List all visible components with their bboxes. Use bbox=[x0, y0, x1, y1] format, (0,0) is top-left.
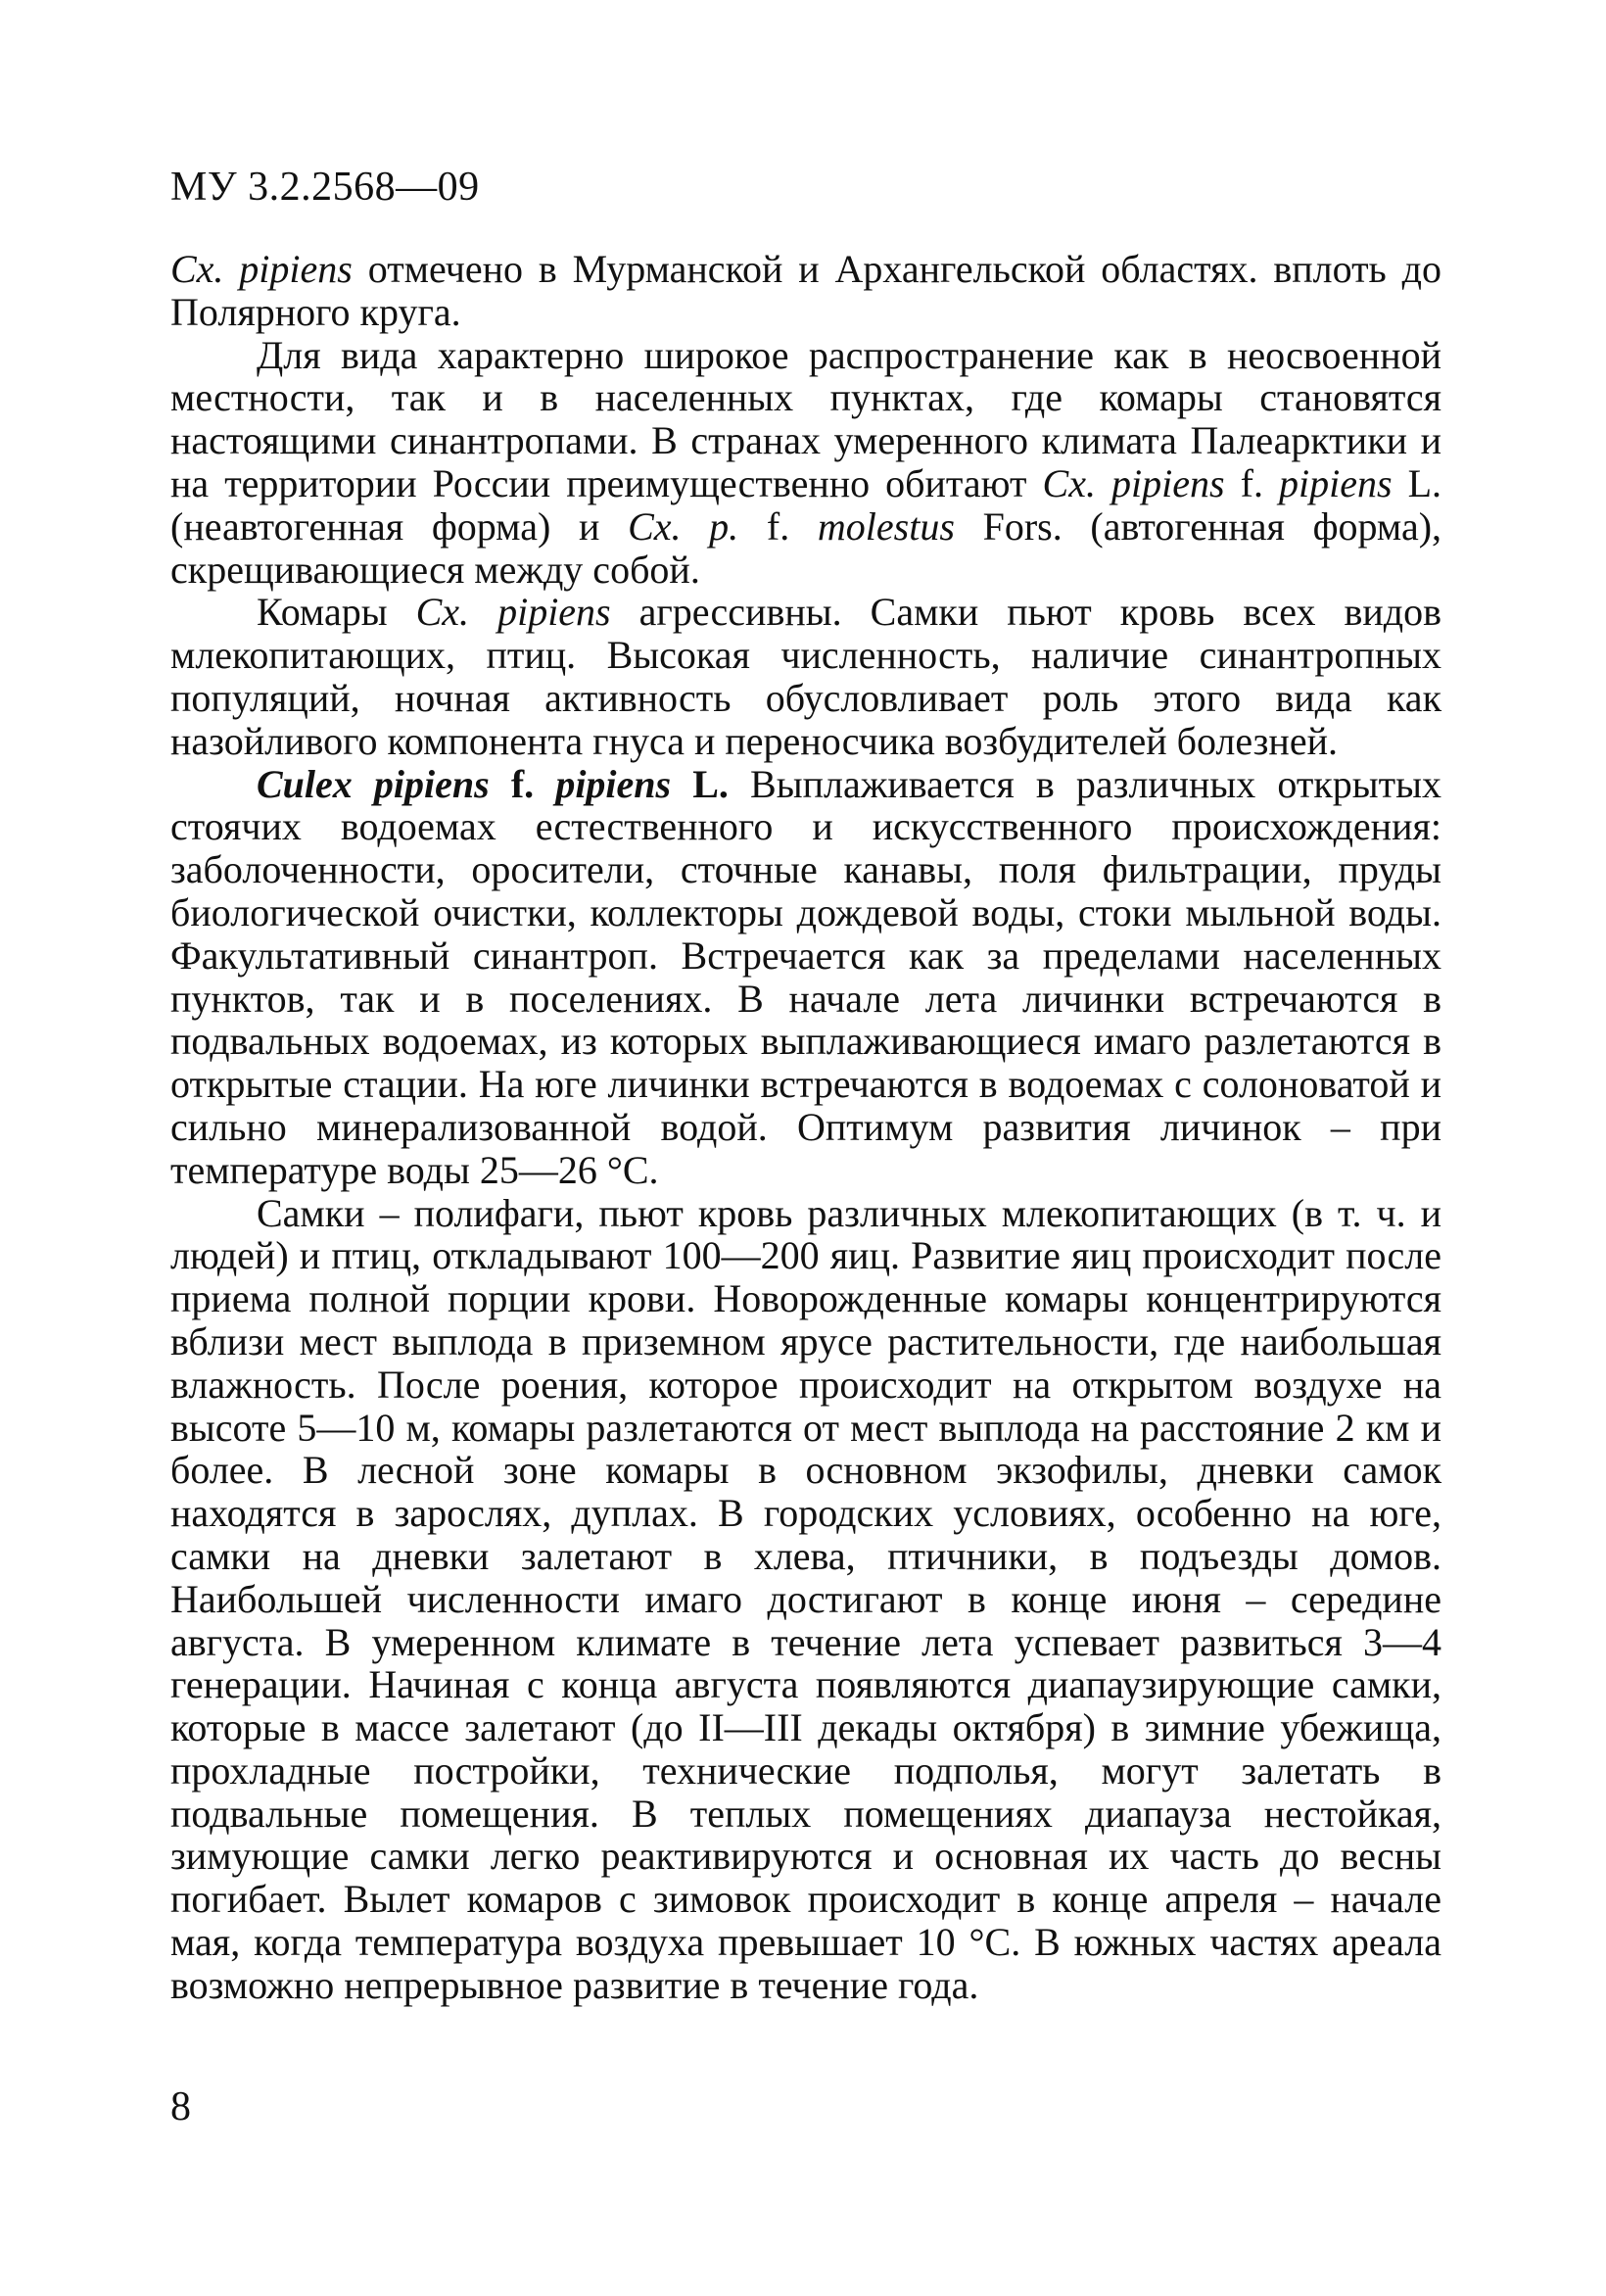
section-heading bbox=[257, 762, 729, 806]
paragraph-2 bbox=[170, 334, 1441, 592]
text-span: Самки – полифаги, пьют кровь различных млекопитающих (в т. ч. и людей) и птиц, откладывают 100—200 яиц. Развитие яиц происходит после приема полной порции крови. Новорожденные комары концентрируются вблизи мест выплода в приземном ярусе растительности, где наибольшая влажность. После роения, которое происходит на открытом воздухе на высоте 5—10 м, комары разлетаются от мест выплода на расстояние 2 км и более. В лесной зоне комары в основном экзофилы, дневки самок находятся в зарослях, дуплах. В городских условиях, особенно на юге, самки на дневки залетают в хлева, птичники, в подъезды домов. Наибольшей численности имаго достигают в конце июня – середине августа. В умеренном климате в течение лета успевает развиться 3—4 генерации. Начиная с конца августа появляются диапаузирующие самки, которые в массе залетают (до II—III декады октября) в зимние убежища, прохладные постройки, технические подполья, могут залетать в подвальные помещения. В теплых помещениях диапауза нестойкая, зимующие самки легко реактивируются и основная их часть до весны погибает. Вылет комаров с зимовок происходит в конце апреля – начале мая, когда температура воздуха превышает 10 °С. В южных частях ареала возможно непрерывное развитие в течение года. bbox=[170, 1190, 1441, 2007]
document-code-header: МУ 3.2.2568—09 bbox=[170, 165, 480, 210]
paragraph-4 bbox=[170, 763, 1441, 1192]
species-name: Cx. pipiens bbox=[170, 247, 353, 291]
species-name: Culex pipiens bbox=[257, 761, 490, 806]
page-number: 8 bbox=[170, 2084, 191, 2129]
paragraph-1 bbox=[170, 248, 1441, 334]
species-name: Cx. pipiens bbox=[1042, 460, 1225, 505]
species-name: Cx. p. bbox=[628, 503, 739, 549]
text-span: Fors. (автогенная форма), скрещивающиеся между собой. bbox=[170, 503, 1442, 592]
species-name: Cx. pipiens bbox=[415, 590, 611, 635]
text-span: L. bbox=[671, 761, 729, 806]
text-span: Комары bbox=[257, 590, 416, 635]
body-text bbox=[170, 248, 1441, 2007]
text-span: f. bbox=[489, 761, 556, 806]
species-name: molestus bbox=[817, 503, 955, 549]
text-span: отмечено в Мурманской и Архангельской областях. вплоть до Полярного круга. bbox=[170, 247, 1442, 334]
paragraph-5 bbox=[170, 1192, 1441, 2007]
species-name: pipiens bbox=[1278, 460, 1393, 505]
paragraph-3 bbox=[170, 591, 1441, 762]
text-span: агрессивны. Самки пьют кровь всех видов млекопитающих, птиц. Высокая численность, наличие синантропных популяций, ночная активность обусловливает роль этого вида как назойливого компонента гнуса и переносчика возбудителей болезней. bbox=[170, 590, 1442, 763]
text-span: f. bbox=[1224, 460, 1279, 505]
text-span: L. (неавтогенная форма) и bbox=[170, 460, 1442, 549]
text-span: f. bbox=[738, 503, 818, 549]
species-name: pipiens bbox=[555, 761, 672, 806]
text-span: Выплаживается в различных открытых стоячих водоемах естественного и искусственного происхождения: заболоченности, оросители, сточные канавы, поля фильтрации, пруды биологической очистки, коллекторы дождевой воды, стоки мыльной воды. Факультативный синантроп. Встречается как за пределами населенных пунктов, так и в поселениях. В начале лета личинки встречаются в подвальных водоемах, из которых выплаживающиеся имаго разлетаются в открытые стации. На юге личинки встречаются в водоемах с солоноватой и сильно минерализованной водой. Оптимум развития личинок – при температуре воды 25—26 °С. bbox=[170, 761, 1441, 1192]
text-span: Для вида характерно широкое распространение как в неосвоенной местности, так и в населенных пунктах, где комары становятся настоящими синантропами. В странах умеренного климата Палеарктики и на территории России преимущественно обитают bbox=[170, 332, 1441, 505]
